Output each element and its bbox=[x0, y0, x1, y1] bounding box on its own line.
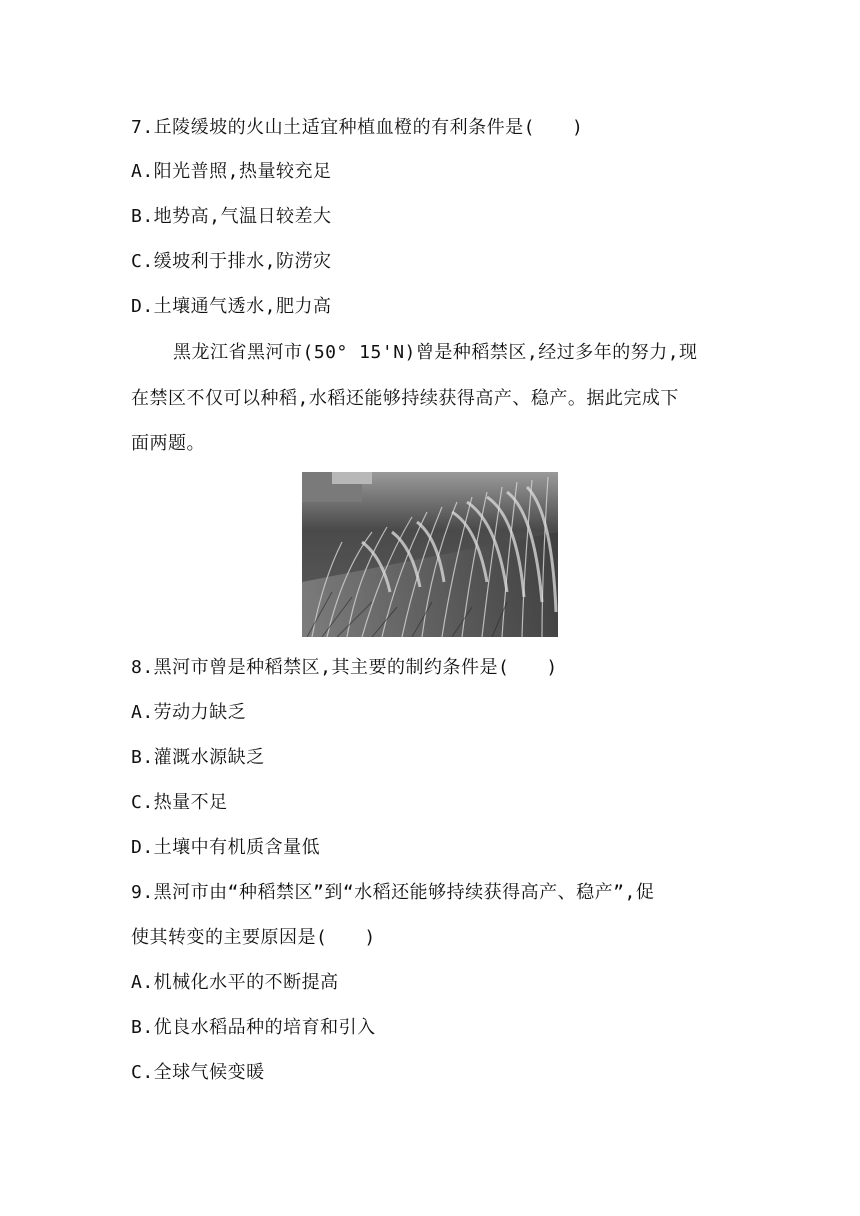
passage-line-3: 面两题。 bbox=[131, 433, 205, 454]
q8-option-d: D.土壤中有机质含量低 bbox=[131, 837, 321, 858]
q8-option-b: B.灌溉水源缺乏 bbox=[131, 747, 265, 768]
passage-line-2: 在禁区不仅可以种稻,水稻还能够持续获得高产、稳产。据此完成下 bbox=[131, 388, 679, 409]
q9-option-c: C.全球气候变暖 bbox=[131, 1062, 265, 1083]
q7-option-b: B.地势高,气温日较差大 bbox=[131, 206, 332, 227]
q8-option-c: C.热量不足 bbox=[131, 792, 228, 813]
q8-option-a: A.劳动力缺乏 bbox=[131, 702, 247, 723]
q8-stem: 8.黑河市曾是种稻禁区,其主要的制约条件是( ) bbox=[131, 657, 558, 678]
passage-line-1: 黑龙江省黑河市(50° 15'N)曾是种稻禁区,经过多年的努力,现 bbox=[173, 342, 698, 363]
q7-option-c: C.缓坡利于排水,防涝灾 bbox=[131, 251, 332, 272]
q9-option-a: A.机械化水平的不断提高 bbox=[131, 972, 339, 993]
q7-option-a: A.阳光普照,热量较充足 bbox=[131, 161, 332, 182]
q9-stem-line-1: 9.黑河市由“种稻禁区”到“水稻还能够持续获得高产、稳产”,促 bbox=[131, 882, 655, 903]
q7-stem: 7.丘陵缓坡的火山土适宜种植血橙的有利条件是( ) bbox=[131, 117, 584, 138]
q9-stem-line-2: 使其转变的主要原因是( ) bbox=[131, 927, 376, 948]
q7-option-d: D.土壤通气透水,肥力高 bbox=[131, 296, 332, 317]
q9-option-b: B.优良水稻品种的培育和引入 bbox=[131, 1017, 376, 1038]
rice-field-photo bbox=[302, 472, 558, 637]
